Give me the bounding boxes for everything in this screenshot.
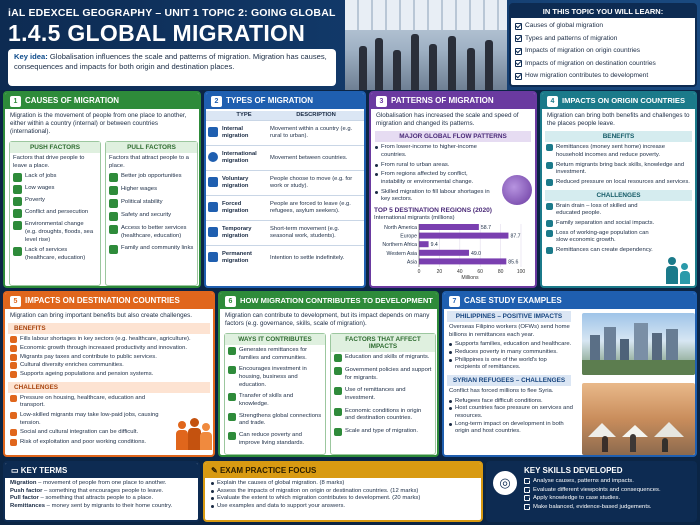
checkbox-icon [524, 478, 530, 484]
x-tick-label: 20 [436, 269, 443, 275]
warning-icon [10, 395, 17, 402]
origin-challenges: Brain drain – loss of skilled and educated people. Family separation and social impacts. Loss of working-age population can slow economic growth. Remittances can create dependency. [542, 202, 660, 256]
destination-intro: Migration can bring important benefits but also create challenges. [10, 312, 193, 319]
target-icon: ◎ [493, 471, 517, 495]
money-icon [546, 144, 553, 151]
section-title: TYPES OF MIGRATION [226, 96, 313, 105]
section-title: PATTERNS OF MIGRATION [391, 96, 494, 105]
x-tick-label: 100 [516, 269, 526, 275]
exam-panel [203, 461, 483, 522]
table-row: International migration Movement between countries. [206, 146, 364, 171]
person-icon [208, 177, 218, 187]
chart-title: TOP 5 DESTINATION REGIONS (2020) [374, 207, 492, 214]
check-icon [10, 336, 17, 343]
checkbox-icon [515, 48, 522, 55]
checkbox-icon [524, 487, 530, 493]
destination-challenges: Pressure on housing, healthcare, education and transport. Low-skilled migrants may take low-paid jobs, causing tension. Social and cultural integration can be difficult. Risk of exploitation and poor working conditions. [5, 394, 173, 448]
key-term: Migration – movement of people from one place to another. [10, 480, 167, 486]
category-label: Asia [406, 259, 417, 266]
learning-item: Types and patterns of migration [515, 33, 691, 46]
dependency-icon [546, 247, 553, 254]
check-icon [10, 354, 17, 361]
flag-icon [109, 199, 118, 208]
warning-icon [10, 439, 17, 446]
x-tick-label: 80 [497, 269, 504, 275]
family-icon [546, 220, 553, 227]
shield-icon [109, 212, 118, 221]
table-row: Voluntary migration People choose to move (e.g. for work or study). [206, 171, 364, 196]
skills-list: Analyse causes, patterns and impacts. Evaluate different viewpoints and consequences. Apply knowledge to case studies. Make balanced, evidence-based judgements. [524, 478, 696, 512]
section-number: 1 [10, 96, 21, 107]
data-label: 85.6 [508, 259, 519, 266]
syria-intro: Conflict has forced millions to flee Syria. [449, 388, 554, 395]
exam-list: Explain the causes of global migration. (8 marks) Assess the impacts of migration on origin or destination countries. (12 marks) Evaluate the extent to which migration contributes to development. (20 marks) Use examples and data to support your answers. [205, 478, 481, 513]
section-number: 5 [10, 296, 21, 307]
bar [419, 224, 479, 230]
running-person-icon [208, 202, 218, 212]
case-study-panel: 7 CASE STUDY EXAMPLES PHILIPPINES – POSITIVE IMPACTS Overseas Filipino workers (OFWs) send home billions in remittances each year. Supports families, education and healthcare. Reduces poverty in many communities. Philippines is one of the world's top recipients of remittances. SYRIAN REFUGEES – CHALLENGES Conflict has forced millions to flee Syria. Refugees face difficult conditions. Host countries face pressure on services and resources. Long-term impact on development in both origin and host countries. [442, 291, 697, 457]
checkbox-icon [524, 504, 530, 510]
brain-drain-icon [546, 203, 553, 210]
checkbox-icon [515, 73, 522, 80]
push-factors: PUSH FACTORS Factors that drive people to leave a place. Lack of jobs Low wages Poverty Conflict and persecution Environmental change (e.g. droughts, floods, sea level rise) Lack of services (healthcare, education) [9, 141, 101, 286]
key-idea-text: Globalisation influences the scale and patterns of migration. Migration has causes, consequences and impacts for both origin and destination places. [14, 52, 327, 71]
causes-panel [3, 91, 201, 288]
growth-icon [228, 432, 236, 440]
house-icon [228, 366, 236, 374]
chart-icon [334, 408, 342, 416]
patterns-panel: 3 PATTERNS OF MIGRATION Globalisation has increased the scale and speed of migration and changed its patterns. MAJOR GLOBAL FLOW PATTERNS From lower-income to higher-income countries. From rural to urban areas. From regions affected by conflict, instability or environmental change. Skilled migration to fill labour shortages in key sectors. TOP 5 DESTINATION REGIONS (2020) International migrants (millions) 0 20 40 60 80 100 North America 58.7 Europe 87.7 Northern Africa 9.4 Western Asia 49.0 Asia 85.6 Millions [369, 91, 537, 288]
category-label: Europe [400, 233, 417, 240]
key-term: Pull factor – something that attracts people to a place. [10, 495, 154, 502]
globe-icon [228, 413, 236, 421]
pull-factors: PULL FACTORS Factors that attract people to a place. Better job opportunities Higher wages Political stability Safety and security Access to better services (healthcare, education) Family and community links [105, 141, 198, 286]
destination-panel: 5 IMPACTS ON DESTINATION COUNTRIES Migration can bring important benefits but also create challenges. BENEFITS Fills labour shortages in key sectors (e.g. healthcare, agriculture). Economic growth through increased productivity and innovation. Migrants pay taxes and contribute to public services. Cultural diversity enriches communities. Supports ageing populations and pension systems. CHALLENGES Pressure on housing, healthcare, education and transport. Low-skilled migrants may take low-paid jobs, causing tension. Social and cultural integration can be difficult. Risk of exploitation and poor working conditions. [3, 291, 215, 457]
decline-icon [546, 230, 553, 237]
section-title: HOW MIGRATION CONTRIBUTES TO DEVELOPMENT [240, 296, 433, 305]
skills-title: KEY SKILLS DEVELOPED [524, 466, 623, 475]
learning-item: How migration contributes to development [515, 70, 691, 83]
section-title: CASE STUDY EXAMPLES [464, 296, 562, 305]
learning-title: IN THIS TOPIC YOU WILL LEARN: [511, 5, 695, 18]
data-label: 58.7 [480, 225, 491, 231]
types-table: TYPE DESCRIPTION Internal migration Movement within a country (e.g. rural to urban). International migration Movement between countries. Voluntary migration People choose to move (e.g. for work or study). Forced migration People are forced to leave (e.g. refugees, asylum seekers). Temporary migration Short-term movement (e.g. seasonal work, students). Permanent migration Intention to settle indefinitely. [206, 111, 364, 271]
patterns-intro: Globalisation has increased the scale and speed of migration and changed its patterns. [376, 112, 519, 128]
hospital-icon [109, 225, 118, 234]
origin-benefits: Remittances (money sent home) increase household incomes and reduce poverty. Return migrants bring back skills, knowledge and investment. Reduced pressure on local resources and services. [542, 142, 695, 188]
globe-icon [208, 152, 218, 162]
key-idea-box [8, 49, 336, 86]
key-terms-list [5, 478, 198, 513]
section-number: 4 [547, 96, 558, 107]
chart-subtitle: International migrants (millions) [374, 215, 455, 221]
destination-bar-chart [371, 222, 535, 286]
graduation-icon [334, 354, 342, 362]
bar [419, 241, 429, 247]
people-group-illustration [175, 415, 213, 453]
globe-icon [502, 175, 532, 205]
weather-icon [13, 221, 22, 230]
checkbox-icon [524, 495, 530, 501]
philippines-intro: Overseas Filipino workers (OFWs) send home billions in remittances each year. [449, 324, 570, 338]
book-icon: ▭ [11, 466, 21, 475]
government-icon [334, 367, 342, 375]
x-tick-label: 60 [477, 269, 483, 275]
money-icon [228, 347, 236, 355]
learning-item: Impacts of migration on origin countries [515, 45, 691, 58]
coins-icon [13, 185, 22, 194]
key-term: Push factor – something that encourages people to leave. [10, 487, 164, 494]
learning-item: Causes of global migration [515, 20, 691, 33]
section-number: 3 [376, 96, 387, 107]
family-illustration [666, 253, 694, 285]
check-icon [10, 371, 17, 378]
key-terms-title: KEY TERMS [20, 466, 68, 475]
table-row: Forced migration People are forced to leave (e.g. refugees, asylum seekers). [206, 196, 364, 221]
refugee-camp-photo [582, 383, 695, 455]
section-number: 2 [211, 96, 222, 107]
table-row: Permanent migration Intention to settle indefinitely. [206, 246, 364, 271]
table-row: Internal migration Movement within a country (e.g. rural to urban). [206, 121, 364, 146]
family-icon [109, 245, 118, 254]
origin-intro: Migration can bring both benefits and challenges to the places people leave. [547, 112, 690, 128]
key-terms-panel [3, 461, 200, 522]
x-tick-label: 0 [417, 269, 421, 275]
check-icon [10, 362, 17, 369]
bar [419, 258, 506, 264]
scale-icon [334, 428, 342, 436]
category-label: Northern Africa [382, 242, 417, 249]
section-title: IMPACTS ON DESTINATION COUNTRIES [25, 296, 180, 305]
skills-panel [486, 461, 697, 522]
x-tick-label: 40 [457, 269, 463, 275]
section-number: 6 [225, 296, 236, 307]
data-label: 87.7 [510, 233, 521, 240]
section-title: CAUSES OF MIGRATION [25, 96, 120, 105]
money-icon [334, 387, 342, 395]
section-title: IMPACTS ON ORIGIN COUNTRIES [562, 96, 686, 105]
calendar-icon [208, 227, 218, 237]
learning-objectives [509, 3, 697, 87]
money-icon [109, 186, 118, 195]
handshake-icon [228, 393, 236, 401]
table-row: Temporary migration Short-term movement (e.g. seasonal work, students). [206, 221, 364, 246]
airport-photo [345, 0, 507, 90]
key-term: Remittances – money sent by migrants to their home country. [10, 503, 173, 510]
exam-title: EXAM PRACTICE FOCUS [219, 466, 317, 475]
syria-list: Refugees face difficult conditions. Host countries face pressure on services and resources. Long-term impact on development in both origin and host countries. [444, 398, 578, 436]
house-icon [208, 252, 218, 262]
check-icon [10, 345, 17, 352]
data-label: 9.4 [430, 242, 438, 249]
manila-skyline-photo [582, 313, 695, 375]
key-idea-label: Key idea: [14, 52, 48, 61]
checkbox-icon [515, 35, 522, 42]
factors-box: FACTORS THAT AFFECT IMPACTS Education and skills of migrants. Government policies and support for migrants. Use of remittances and investment. Economic conditions in origin and destination countries. Scale and type of migration. [330, 333, 436, 455]
philippines-list: Supports families, education and healthcare. Reduces poverty in many communities. Philippines is one of the world's top recipients of remittances. [444, 341, 578, 372]
hospital-icon [13, 247, 22, 256]
causes-intro: Migration is the movement of people from one place to another, either within a country (internal) or between countries (international). [10, 112, 187, 136]
data-label: 49.0 [470, 250, 482, 257]
destination-benefits: Fills labour shortages in key sectors (e.g. healthcare, agriculture). Economic growth through increased productivity and innovation. Migrants pay taxes and contribute to public services. Cultural diversity enriches communities. Supports ageing populations and pension systems. [5, 334, 213, 380]
origin-panel: 4 IMPACTS ON ORIGIN COUNTRIES Migration can bring both benefits and challenges to the places people leave. BENEFITS Remittances (money sent home) increase household incomes and reduce poverty. Return migrants bring back skills, knowledge and investment. Reduced pressure on local resources and services. CHALLENGES Brain drain – loss of skilled and educated people. Family separation and social impacts. Loss of working-age population can slow economic growth. Remittances can create dependency. [540, 91, 697, 288]
learning-item: Impacts of migration on destination countries [515, 58, 691, 71]
types-panel [204, 91, 366, 288]
bar [419, 250, 469, 256]
briefcase-icon [109, 173, 118, 182]
flow-list: From lower-income to higher-income countries. From rural to urban areas. From regions affected by conflict, instability or environmental change. Skilled migration to fill labour shortages in key sectors. [371, 142, 496, 206]
warning-icon [10, 412, 17, 419]
city-icon [208, 127, 218, 137]
ways-box: WAYS IT CONTRIBUTES Generates remittances for families and communities. Encourages investment in housing, business and education. Transfer of skills and knowledge. Strengthens global connections and trade. Can reduce poverty and improve living standards. [224, 333, 326, 455]
checkbox-icon [515, 60, 522, 67]
category-label: North America [384, 225, 417, 231]
warning-icon [10, 429, 17, 436]
checkbox-icon [515, 23, 522, 30]
bar [419, 233, 508, 239]
conflict-icon [13, 209, 22, 218]
return-icon [546, 162, 553, 169]
section-number: 7 [449, 296, 460, 307]
x-axis-label: Millions [461, 275, 479, 281]
resource-icon [546, 179, 553, 186]
category-label: Western Asia [386, 250, 417, 257]
briefcase-icon [13, 173, 22, 182]
development-panel [218, 291, 439, 457]
poverty-icon [13, 197, 22, 206]
course-subtitle: iAL EDEXCEL GEOGRAPHY – UNIT 1 TOPIC 2: GOING GLOBAL [8, 7, 336, 19]
development-intro: Migration can contribute to development, but its impact depends on many factors (e.g. governance, skills, scale of migration). [225, 312, 430, 328]
page-title: 1.4.5 GLOBAL MIGRATION [8, 20, 306, 46]
pencil-icon: ✎ [211, 466, 220, 475]
